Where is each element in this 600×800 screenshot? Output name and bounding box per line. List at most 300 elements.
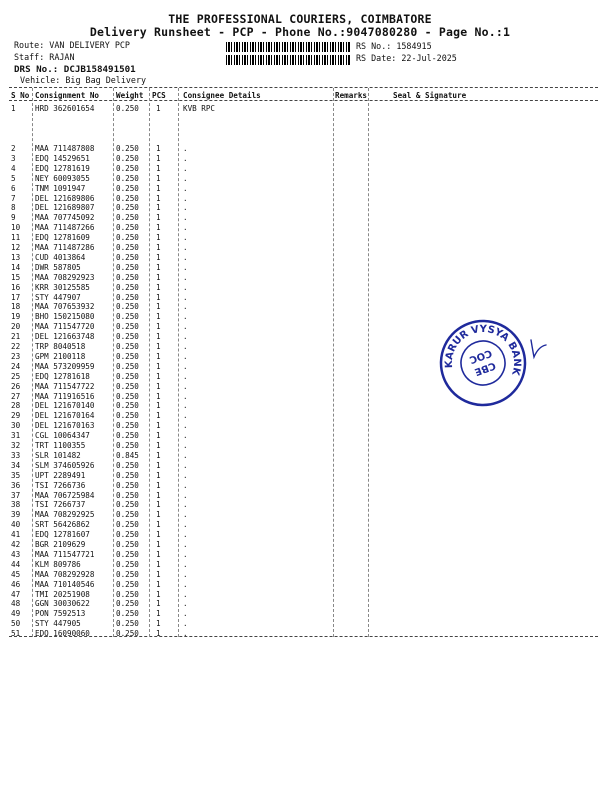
row-pcs: 1 [156,599,161,609]
table-row [0,560,600,570]
row-weight: 0.250 [116,312,139,322]
row-weight: 0.250 [116,213,139,223]
row-consignment-no: MAA 711547720 [35,322,95,332]
table-row [0,293,600,303]
row-consignee: . [183,144,188,153]
row-weight: 0.250 [116,243,139,252]
row-consignment-no: MAA 711547722 [35,381,95,391]
row-pcs: 1 [156,282,161,292]
row-weight: 0.250 [116,629,139,639]
row-weight: 0.250 [116,500,139,510]
row-pcs: 1 [156,579,161,589]
row-sno: 38 [11,500,21,510]
row-weight: 0.250 [116,431,139,441]
row-weight: 0.250 [116,193,139,203]
row-consignment-no: CGL 10064347 [35,431,90,441]
vehicle-label: Vehicle: Big Bag Delivery [20,75,147,85]
row-consignment-no: MAA 711916516 [35,391,95,401]
row-pcs: 1 [156,381,161,391]
row-sno: 41 [11,530,21,540]
row-pcs: 1 [156,589,161,599]
table-row [0,590,600,600]
row-sno: 33 [11,450,21,460]
row-sno: 4 [11,163,16,173]
row-pcs: 1 [156,569,161,579]
row-pcs: 1 [156,351,161,361]
row-consignment-no: DEL 121663748 [35,332,95,342]
row-consignment-no: DEL 121689807 [35,203,95,213]
row-weight: 0.250 [116,272,139,282]
barcode-top [226,42,350,52]
rs-number: RS No.: 1584915 [356,41,432,51]
row-consignment-no: MAA 707745092 [35,213,95,223]
table-row [0,421,600,431]
row-sno: 42 [11,540,21,549]
row-sno: 47 [11,589,21,599]
row-pcs: 1 [156,252,161,262]
staff-label: Staff: RAJAN [14,52,75,62]
header-seal: Seal & Signature [393,91,467,100]
row-pcs: 1 [156,371,161,381]
row-weight: 0.250 [116,540,139,549]
row-pcs: 1 [156,342,161,351]
row-consignee: . [183,213,188,223]
row-consignee: . [183,579,188,589]
row-sno: 50 [11,619,21,629]
row-sno: 14 [11,262,21,272]
row-consignee: . [183,233,188,243]
row-consignee: . [183,203,188,213]
row-consignee: . [183,411,188,421]
row-weight: 0.250 [116,441,139,450]
table-row [0,500,600,510]
row-weight: 0.250 [116,559,139,569]
row-consignment-no: SLM 374605926 [35,460,95,470]
table-row [0,164,600,174]
row-consignment-no: MAA 711547721 [35,549,95,559]
row-weight: 0.250 [116,421,139,431]
row-weight: 0.250 [116,351,139,361]
row-pcs: 1 [156,549,161,559]
row-consignment-no: MAA 707653932 [35,302,95,312]
row-pcs: 1 [156,441,161,450]
row-weight: 0.250 [116,579,139,589]
table-row [0,243,600,253]
row-sno: 36 [11,480,21,490]
row-sno: 51 [11,629,21,639]
row-sno: 15 [11,272,21,282]
row-sno: 23 [11,351,21,361]
row-sno: 1 [11,104,16,113]
row-pcs: 1 [156,401,161,411]
header-remarks: Remarks [335,91,368,100]
row-pcs: 1 [156,431,161,441]
row-consignee: . [183,431,188,441]
row-pcs: 1 [156,520,161,530]
row-weight: 0.250 [116,569,139,579]
drs-number: DRS No.: DCJB158491501 [14,64,136,75]
table-row [0,253,600,263]
row-sno: 16 [11,282,21,292]
row-sno: 32 [11,441,21,450]
row-consignment-no: DEL 121689806 [35,193,95,203]
row-consignee: . [183,609,188,619]
row-weight: 0.250 [116,223,139,233]
row-weight: 0.250 [116,262,139,272]
row-pcs: 1 [156,619,161,629]
row-sno: 37 [11,490,21,500]
row-sno: 30 [11,421,21,431]
row-consignment-no: EDQ 12781619 [35,163,90,173]
row-sno: 5 [11,173,16,183]
row-sno: 21 [11,332,21,342]
row-consignee: . [183,332,188,342]
row-sno: 3 [11,153,16,163]
row-sno: 45 [11,569,21,579]
row-pcs: 1 [156,510,161,520]
row-pcs: 1 [156,629,161,639]
row-pcs: 1 [156,540,161,549]
row-sno: 40 [11,520,21,530]
signature-mark [527,336,549,362]
row-consignment-no: KLM 809786 [35,559,81,569]
row-consignee: . [183,322,188,332]
row-pcs: 1 [156,559,161,569]
table-row [0,213,600,223]
row-consignment-no: EDQ 14529651 [35,153,90,163]
row-consignee: . [183,252,188,262]
row-consignee: . [183,500,188,510]
header-pcs: PCS [152,91,166,100]
row-sno: 34 [11,460,21,470]
row-consignee: . [183,262,188,272]
row-weight: 0.250 [116,322,139,332]
row-pcs: 1 [156,243,161,252]
header-weight: Weight [116,91,144,100]
row-consignment-no: TNM 1091947 [35,183,86,193]
row-weight: 0.250 [116,361,139,371]
row-consignment-no: GPM 2100118 [35,351,86,361]
row-consignment-no: DEL 121670164 [35,411,95,421]
row-consignment-no: TRT 1100355 [35,441,86,450]
row-consignment-no: EDQ 12781618 [35,371,90,381]
table-row [0,233,600,243]
row-weight: 0.250 [116,381,139,391]
row-consignment-no: MAA 708292928 [35,569,95,579]
row-sno: 17 [11,292,21,302]
row-weight: 0.250 [116,332,139,342]
row-pcs: 1 [156,480,161,490]
row-sno: 20 [11,322,21,332]
row-consignment-no: MAA 711487808 [35,144,95,153]
table-row [0,491,600,501]
row-weight: 0.250 [116,490,139,500]
row-sno: 19 [11,312,21,322]
row-consignment-no: SLR 101482 [35,450,81,460]
row-sno: 22 [11,342,21,351]
row-pcs: 1 [156,450,161,460]
row-weight: 0.250 [116,411,139,421]
row-consignment-no: CUD 4013864 [35,252,86,262]
row-consignment-no: SRT 56426862 [35,520,90,530]
table-row [0,520,600,530]
row-weight: 0.250 [116,510,139,520]
row-pcs: 1 [156,213,161,223]
row-consignee: . [183,450,188,460]
row-pcs: 1 [156,173,161,183]
row-consignment-no: BGR 2109629 [35,540,86,549]
row-sno: 44 [11,559,21,569]
row-pcs: 1 [156,361,161,371]
table-row [0,580,600,590]
row-weight: 0.250 [116,173,139,183]
row-pcs: 1 [156,144,161,153]
row-sno: 7 [11,193,16,203]
row-consignment-no: HRD 362601654 [35,104,95,113]
row-sno: 9 [11,213,16,223]
row-sno: 26 [11,381,21,391]
row-pcs: 1 [156,460,161,470]
barcode-bottom [226,55,350,65]
row-weight: 0.250 [116,342,139,351]
row-weight: 0.250 [116,549,139,559]
row-pcs: 1 [156,292,161,302]
row-consignment-no: TSI 7266737 [35,500,86,510]
row-weight: 0.250 [116,104,139,113]
row-pcs: 1 [156,322,161,332]
table-row [0,184,600,194]
row-weight: 0.250 [116,480,139,490]
row-consignee: . [183,490,188,500]
row-consignment-no: NEY 60093055 [35,173,90,183]
row-consignment-no: MAA 711487286 [35,243,95,252]
row-pcs: 1 [156,104,161,113]
row-weight: 0.250 [116,292,139,302]
row-sno: 48 [11,599,21,609]
row-weight: 0.250 [116,619,139,629]
row-sno: 18 [11,302,21,312]
row-pcs: 1 [156,193,161,203]
row-consignee: . [183,193,188,203]
row-consignment-no: KRR 30125585 [35,282,90,292]
rs-date: RS Date: 22-Jul-2025 [356,53,457,63]
row-consignee: . [183,470,188,480]
row-sno: 11 [11,233,21,243]
row-consignee: . [183,381,188,391]
row-consignment-no: EDQ 12781607 [35,530,90,540]
row-sno: 6 [11,183,16,193]
table-row [0,144,600,154]
row-weight: 0.250 [116,609,139,619]
row-consignment-no: EDQ 16090060 [35,629,90,639]
row-consignee: . [183,342,188,351]
row-consignment-no: MAA 706725984 [35,490,95,500]
row-consignee: . [183,510,188,520]
row-sno: 12 [11,243,21,252]
row-weight: 0.250 [116,163,139,173]
row-consignment-no: MAA 708292923 [35,272,95,282]
row-weight: 0.250 [116,401,139,411]
table-row [0,283,600,293]
row-consignee: . [183,361,188,371]
row-consignee: . [183,559,188,569]
row-consignee: . [183,292,188,302]
row-consignee: . [183,173,188,183]
header-top-rule [9,87,598,88]
row-consignee: . [183,569,188,579]
table-row [0,203,600,213]
table-row [0,174,600,184]
row-pcs: 1 [156,470,161,480]
row-consignee: . [183,243,188,252]
route-label: Route: VAN DELIVERY PCP [14,40,130,50]
row-consignee: . [183,530,188,540]
row-pcs: 1 [156,530,161,540]
row-consignment-no: DEL 121670163 [35,421,95,431]
row-sno: 2 [11,144,16,153]
row-consignee: . [183,351,188,361]
row-sno: 31 [11,431,21,441]
table-row [0,411,600,421]
header-consignment: Consignment No [35,91,100,100]
row-weight: 0.250 [116,153,139,163]
row-consignment-no: TRP 8040518 [35,342,86,351]
row-weight: 0.250 [116,233,139,243]
table-row [0,223,600,233]
row-consignee: . [183,183,188,193]
row-pcs: 1 [156,272,161,282]
row-weight: 0.250 [116,589,139,599]
row-consignment-no: TSI 7266736 [35,480,86,490]
row-weight: 0.845 [116,450,139,460]
row-weight: 0.250 [116,391,139,401]
row-consignee: . [183,302,188,312]
row-sno: 10 [11,223,21,233]
row-consignee: . [183,441,188,450]
row-consignment-no: MAA 711487266 [35,223,95,233]
row-weight: 0.250 [116,183,139,193]
row-weight: 0.250 [116,203,139,213]
row-sno: 25 [11,371,21,381]
row-consignee: . [183,272,188,282]
table-row [0,540,600,550]
row-pcs: 1 [156,163,161,173]
table-row [0,263,600,273]
table-row [0,154,600,164]
row-consignee: . [183,599,188,609]
row-consignee: KVB RPC [183,104,216,113]
table-row [0,481,600,491]
row-sno: 24 [11,361,21,371]
row-sno: 43 [11,549,21,559]
table-row [0,599,600,609]
bank-seal-stamp [438,318,528,408]
row-consignee: . [183,480,188,490]
row-consignment-no: DWR 587805 [35,262,81,272]
row-consignee: . [183,460,188,470]
stamp-ring-text: KARUR VYSYA BANK [443,323,523,377]
row-consignee: . [183,589,188,599]
row-consignee: . [183,391,188,401]
row-weight: 0.250 [116,599,139,609]
row-consignee: . [183,282,188,292]
row-consignment-no: BHO 150215080 [35,312,95,322]
row-consignment-no: GGN 30030622 [35,599,90,609]
row-consignment-no: EDQ 12781609 [35,233,90,243]
row-consignee: . [183,619,188,629]
row-pcs: 1 [156,183,161,193]
stamp-center-line1: CBE [472,359,498,378]
row-consignee: . [183,540,188,549]
header-sno: S No [11,91,30,100]
row-pcs: 1 [156,500,161,510]
row-sno: 28 [11,401,21,411]
row-sno: 49 [11,609,21,619]
row-consignee: . [183,421,188,431]
row-consignment-no: MAA 708292925 [35,510,95,520]
row-consignment-no: MAA 573209959 [35,361,95,371]
row-consignee: . [183,153,188,163]
row-weight: 0.250 [116,460,139,470]
runsheet-title: Delivery Runsheet - PCP - Phone No.:9047080280 - Page No.:1 [89,25,511,39]
table-row [0,431,600,441]
table-row [0,619,600,629]
row-consignee: . [183,401,188,411]
table-row [0,550,600,560]
row-pcs: 1 [156,153,161,163]
table-row [0,609,600,619]
row-sno: 8 [11,203,16,213]
row-consignee: . [183,549,188,559]
table-row [0,570,600,580]
row-sno: 29 [11,411,21,421]
row-consignment-no: UPT 2289491 [35,470,86,480]
row-consignment-no: STY 447907 [35,292,81,302]
row-sno: 13 [11,252,21,262]
row-consignee: . [183,223,188,233]
row-consignment-no: MAA 710140546 [35,579,95,589]
table-row [0,451,600,461]
table-row [0,629,600,639]
row-sno: 46 [11,579,21,589]
row-pcs: 1 [156,391,161,401]
table-row [0,461,600,471]
table-row [0,273,600,283]
row-pcs: 1 [156,233,161,243]
row-pcs: 1 [156,262,161,272]
row-weight: 0.250 [116,144,139,153]
header-bottom-rule [9,100,598,101]
row-pcs: 1 [156,490,161,500]
row-weight: 0.250 [116,282,139,292]
header-consignee: Consignee Details [183,91,261,100]
row-weight: 0.250 [116,530,139,540]
row-consignee: . [183,520,188,530]
row-consignee: . [183,163,188,173]
row-sno: 39 [11,510,21,520]
row-sno: 35 [11,470,21,480]
row-pcs: 1 [156,332,161,342]
row-weight: 0.250 [116,252,139,262]
row-pcs: 1 [156,411,161,421]
row-pcs: 1 [156,302,161,312]
row-consignee: . [183,629,188,639]
row-consignee: . [183,371,188,381]
table-row [0,194,600,204]
table-row [0,471,600,481]
table-row [0,510,600,520]
stamp-center-line2: COC [467,346,494,366]
